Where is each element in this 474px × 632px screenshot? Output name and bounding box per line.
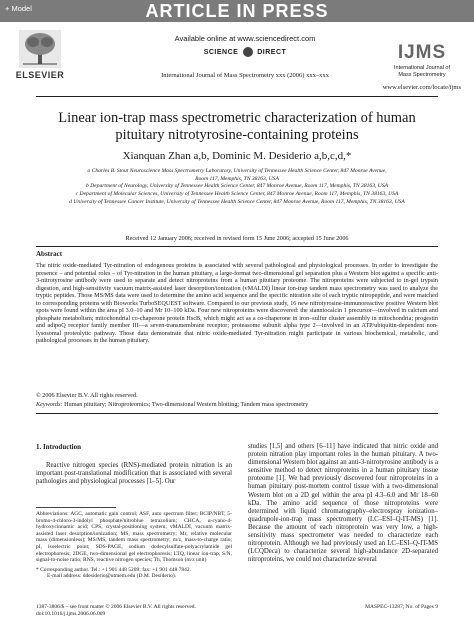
sciencedirect-right: DIRECT (257, 48, 287, 56)
sciencedirect-left: SCIENCE (203, 48, 239, 56)
page-footer-left (36, 604, 196, 618)
abstract-text: The nitric oxide-mediated Tyr-nitration of endogenous proteins is associated with several pathological and physiological processes. In order to investigate the presence – and potential roles – of Tyr-nitration in the human pituitary, a large-format two-dimensional gel separation plus a Western blot against a specific anti-3-nitrotyrosine antibody were used to separate and detect nitroproteins from a human pituitary proteome. The nitroproteins were subjected to in-gel trypsin digestion, and high-sensitivity vacuum matrix-assisted laser desorption/ionization (vMALDI) linear ion-trap tandem mass spectrometry was used to analyze the tryptic peptides. Those MS/MS data were used to determine the amino acid sequence and the specific nitration site of each tryptic nitropeptide, and were matched to corresponding proteins with Bioworks TurboSEQUEST software. Compared to our previous study, 16 new nitrotyrosine-immunoreactive positive Western blot spots were found within the area pI 3.0–10 and Mr 10–100 kDa. Four new nitroproteins were discovered: the stanniocalcin 1 precursor—involved in calcium and phosphate metabolism; mitochondrial co-chaperone protein HscB, which might act as a co-chaperone in iron–sulfur cluster assembly in mitochondria; progestin and adipoQ receptor family member III—a seven-transmembrane receptor; proteasome subunit alpha type 2—involved in an ATP/ubiquitin-dependent non-lysosomal proteolytic pathway. Those data demonstrate that nitric oxide-mediated Tyr-nitration might participate in various biochemical, metabolic, and pathological processes in the human pituitary. (36, 262, 438, 344)
copyright-line: © 2006 Elsevier B.V. All rights reserved. (36, 392, 138, 399)
available-online-text: Available online at www.sciencedirect.com (174, 34, 316, 43)
elsevier-tree-icon (19, 30, 61, 68)
paper-title: Linear ion-trap mass spectrometric characterization of human pituitary nitrotyrosine-containing proteins (58, 110, 416, 143)
affiliation: c Department of Molecular Sciences, University of Tennessee Health Science Center, 847 Monroe Avenue, Room 117, Memphis, TN 38163, USA (75, 191, 399, 198)
journal-citation: International Journal of Mass Spectrometry xxx (2006) xxx–xxx (161, 72, 329, 79)
elsevier-logo (8, 30, 72, 82)
keywords-list: Human pituitary; Nitroproteomics; Two-dimensional Western blotting; Tandem mass spectrometry (64, 401, 309, 408)
author-list: Xianquan Zhan a,b, Dominic M. Desiderio a,b,c,d,* (122, 150, 352, 162)
received-dates: Received 12 January 2006; received in revised form 15 June 2006; accepted 15 June 2006 (125, 235, 349, 242)
article-in-press-banner (0, 0, 474, 22)
sciencedirect-logo (110, 47, 380, 57)
footnotes (36, 511, 232, 580)
journal-url[interactable]: www.elsevier.com/locate/ijms (382, 84, 461, 91)
affiliations (36, 168, 438, 207)
abstract-top-rule (36, 246, 438, 247)
affiliation: Room 117, Memphis, TN 38163, USA (195, 175, 279, 182)
ijms-sub1: International Journal of (394, 65, 450, 71)
affiliation: d University of Tennessee Cancer Institute, University of Tennessee Health Science Center, 847 Monroe Avenue, Room 117, Memphis, TN 38163, USA (69, 198, 405, 205)
ijms-letters: IJMS (397, 42, 447, 63)
header-rule (36, 96, 438, 97)
doi-link[interactable]: doi:10.1016/j.ijms.2006.06.009 (36, 610, 106, 617)
affiliation: b Department of Neurology, University of Tennessee Health Science Center, 847 Monroe Avenue, Room 117, Memphis, TN 38163, USA (85, 183, 389, 190)
intro-left-text: Reactive nitrogen species (RNS)-mediated protein nitration is an important post-translational modification that is associated with several pathologies and physiological processes [1–5]. Our (36, 462, 232, 486)
sciencedirect-circle-icon (243, 47, 253, 57)
abstract-bottom-rule (36, 413, 438, 414)
issn-line: 1387-3806/$ – see front matter © 2006 Elsevier B.V. All rights reserved. (36, 604, 196, 610)
abstract-heading: Abstract (36, 250, 63, 258)
affiliation: a Charles B. Stout Neuroscience Mass Spectrometry Laboratory, University of Tennessee Health Science Center, 847 Monroe Avenue, (87, 168, 387, 174)
footnote-rule (36, 507, 116, 508)
model-label: + Model (5, 4, 32, 13)
intro-right-text: studies [1,5] and others [6–11] have indicated that nitric oxide and protein nitration play important roles in the human pituitary. A two-dimensional Western blot against an anti-3-nitrotyrosine antibody is a sensitive method to detect nitroproteins in a human pituitary tissue proteome [1]. We had previously discovered four nitroproteins in a human pituitary post-mortem control tissue with a two-dimensional Western blot on a 2D gel within the area pI 4.3–6.0 and Mr 18–60 kDa. The amino acid sequence of those nitroproteins were determined with liquid chromatography–electrospray ionization–quadrupole-ion-trap mass spectrometry (LC–ESI–Q-IT-MS) [1]. Because the amount of each nitroprotein was very low, a high-sensitivity mass spectrometer was needed to characterize each nitroprotein. Although we had previously used an LC–ESI–Q-IT-MS (LCQDeca) to characterize several high-abundance 2D-separated nitroproteins, we could not characterize several (248, 443, 438, 564)
article-in-press-label: ARTICLE IN PRESS (145, 1, 329, 21)
ijms-logo (392, 42, 452, 78)
keywords-label: Keywords: (36, 401, 63, 408)
keywords-line (36, 401, 308, 408)
page-info: MASPEC-13287; No. of Pages 9 (365, 604, 438, 610)
section-heading: 1. Introduction (36, 443, 81, 451)
publisher-name: ELSEVIER (15, 70, 65, 80)
abbreviations-footnote: Abbreviations: AGC, automatic gain control; ASF, auto spectrum filter; BCIP/NBT, 5-bromo-4-chloro-3-indolyl phosphate/nitroblue tetrazolium; CHCA, α-cyano-4-hydroxycinnamic acid; CPS, crystal-positioning system; vMALDI, vacuum matrix-assisted laser desorption/ionization; MS, mass spectrometry; Mr, relative molecular mass (dimensionless); MS/MS, tandem mass spectrometry; m/z, mass-to-charge ratio; pI, isoelectric point; SDS-PAGE, sodium dodecylsulfate-polyacrylamide gel electrophoresis; 2DGE, two-dimensional gel electrophoresis; LTQ, linear ion-trap; S/N, signal-to-noise ratio; RNS, reactive nitrogen species; Th, Thomson (m/z unit) (36, 511, 232, 564)
corresponding-author-footnote: * Corresponding author. Tel.: +1 901 448 5209; fax: +1 901 448 7842. (36, 566, 191, 573)
ijms-sub2: Mass Spectrometry (398, 72, 446, 78)
email-footnote[interactable]: E-mail address: ddesiderio@utmem.edu (D.M. Desiderio). (47, 573, 177, 580)
journal-header (110, 34, 380, 79)
